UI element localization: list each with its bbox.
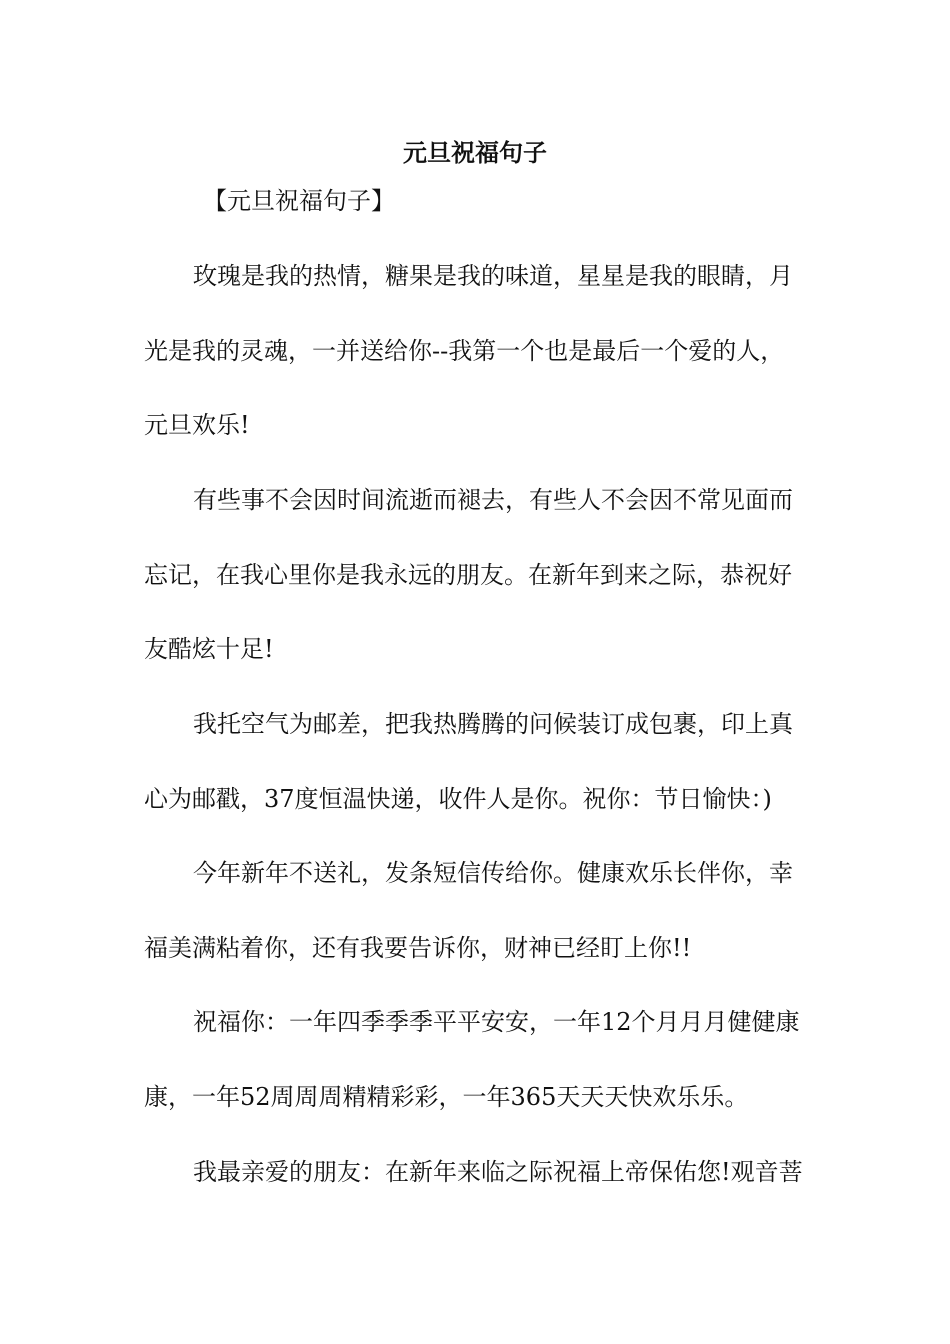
paragraph-1-line-3: 元旦欢乐! (144, 411, 250, 439)
paragraph-4-line-1: 今年新年不送礼，发条短信传给你。健康欢乐长伴你，幸 (193, 859, 793, 887)
paragraph-4-line-2: 福美满粘着你，还有我要告诉你，财神已经盯上你!! (144, 934, 692, 962)
paragraph-2-line-2: 忘记，在我心里你是我永远的朋友。在新年到来之际，恭祝好 (144, 561, 792, 589)
paragraph-2-line-3: 友酷炫十足! (144, 635, 274, 663)
document-subtitle: 【元旦祝福句子】 (203, 187, 395, 215)
paragraph-1-line-1: 玫瑰是我的热情，糖果是我的味道，星星是我的眼睛，月 (193, 262, 793, 290)
paragraph-5-line-1: 祝福你：一年四季季季平平安安，一年12个月月月健健康 (193, 1008, 800, 1036)
paragraph-1-line-2: 光是我的灵魂，一并送给你--我第一个也是最后一个爱的人， (144, 337, 785, 365)
paragraph-6-line-1: 我最亲爱的朋友：在新年来临之际祝福上帝保佑您!观音菩 (193, 1158, 803, 1186)
paragraph-3-line-2: 心为邮戳，37度恒温快递，收件人是你。祝你：节日愉快：) (144, 785, 772, 813)
paragraph-3-line-1: 我托空气为邮差，把我热腾腾的问候装订成包裹，印上真 (193, 710, 793, 738)
paragraph-5-line-2: 康，一年52周周周精精彩彩，一年365天天天快欢乐乐。 (144, 1083, 749, 1111)
paragraph-2-line-1: 有些事不会因时间流逝而褪去，有些人不会因不常见面而 (193, 486, 793, 514)
document-title: 元旦祝福句子 (403, 139, 547, 167)
